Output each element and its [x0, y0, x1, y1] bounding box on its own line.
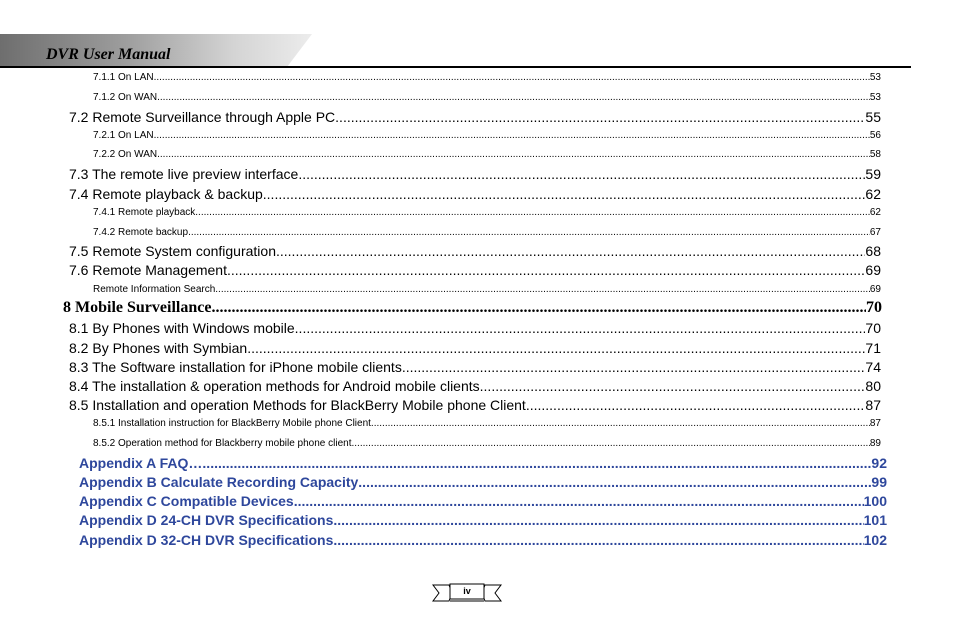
- toc-entry-7-3[interactable]: 7.3 The remote live preview interface ..... 59: [69, 166, 881, 184]
- toc-entry-7-2-2[interactable]: 7.2.2 On WAN ..... 58: [93, 149, 881, 163]
- header-divider: [0, 66, 911, 68]
- toc-entry-7-1-1[interactable]: 7.1.1 On LAN ..... 53: [93, 72, 881, 86]
- toc-entry-8-2[interactable]: 8.2 By Phones with Symbian ..... 71: [69, 340, 881, 358]
- toc-entry-remote-information-search[interactable]: Remote Information Search ..... 69: [93, 284, 881, 298]
- toc-entry-appendix-c[interactable]: Appendix C Compatible Devices ..... 100: [79, 493, 887, 511]
- toc-entry-8-5-2[interactable]: 8.5.2 Operation method for Blackberry mobile phone client ..... 89: [93, 438, 881, 452]
- toc-entry-7-4-1[interactable]: 7.4.1 Remote playback ..... 62: [93, 207, 881, 221]
- toc-entry-7-1-2[interactable]: 7.1.2 On WAN ..... 53: [93, 92, 881, 106]
- toc-entry-7-4-2[interactable]: 7.4.2 Remote backup ..... 67: [93, 227, 881, 241]
- toc-entry-7-6[interactable]: 7.6 Remote Management ..... 69: [69, 262, 881, 280]
- page-number: iv: [463, 586, 471, 596]
- toc-entry-appendix-d-32ch[interactable]: Appendix D 32-CH DVR Specifications ..... 102: [79, 532, 887, 550]
- toc-entry-appendix-d-24ch[interactable]: Appendix D 24-CH DVR Specifications ..... 101: [79, 512, 887, 530]
- toc-entry-7-4[interactable]: 7.4 Remote playback & backup ..... 62: [69, 186, 881, 204]
- toc-entry-7-5[interactable]: 7.5 Remote System configuration ..... 68: [69, 243, 881, 261]
- toc-entry-7-2[interactable]: 7.2 Remote Surveillance through Apple PC ..... 55: [69, 109, 881, 127]
- toc-entry-appendix-b[interactable]: Appendix B Calculate Recording Capacity ..... 99: [79, 474, 887, 492]
- toc-entry-8-1[interactable]: 8.1 By Phones with Windows mobile ..... 70: [69, 320, 881, 338]
- manual-title: DVR User Manual: [46, 46, 171, 63]
- toc-entry-8[interactable]: 8 Mobile Surveillance ..... 70: [63, 299, 882, 319]
- toc-entry-8-4[interactable]: 8.4 The installation & operation methods for Android mobile clients ..... 80: [69, 378, 881, 396]
- toc-entry-appendix-a[interactable]: Appendix A FAQ… ..... 92: [79, 455, 887, 473]
- toc-entry-8-3[interactable]: 8.3 The Software installation for iPhone mobile clients ..... 74: [69, 359, 881, 377]
- toc-entry-7-2-1[interactable]: 7.2.1 On LAN ..... 56: [93, 130, 881, 144]
- toc-entry-8-5[interactable]: 8.5 Installation and operation Methods for BlackBerry Mobile phone Client ..... 87: [69, 397, 881, 415]
- toc-entry-8-5-1[interactable]: 8.5.1 Installation instruction for BlackBerry Mobile phone Client ..... 87: [93, 418, 881, 432]
